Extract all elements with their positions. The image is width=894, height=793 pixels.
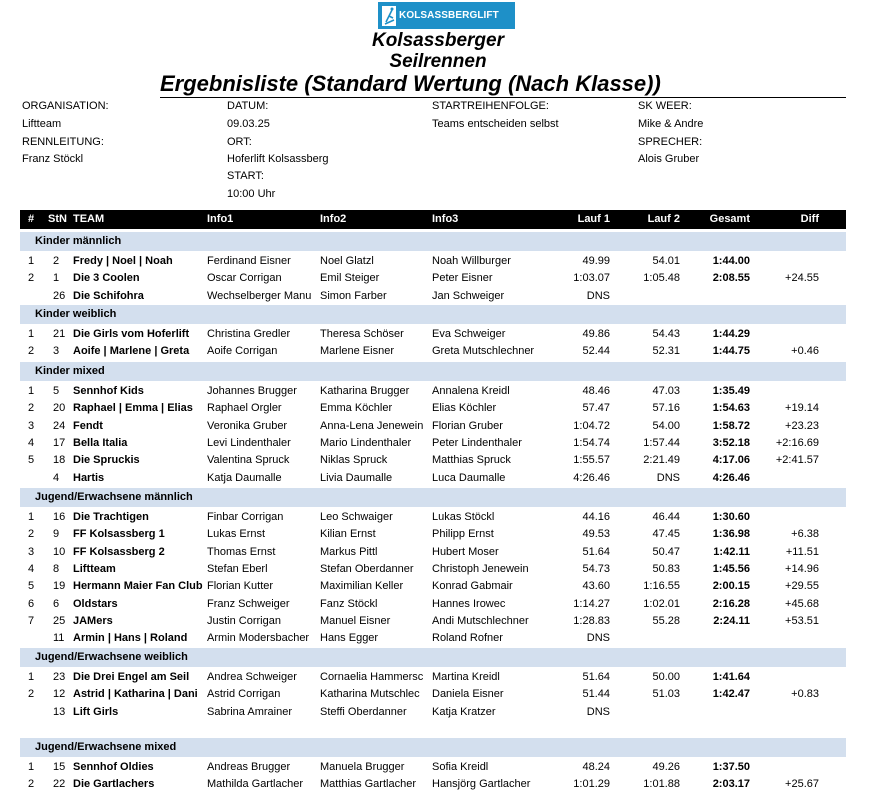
cell-stn: 11 [53, 632, 65, 645]
cell-diff: +24.55 [785, 272, 819, 285]
cell-rank: 2 [28, 272, 35, 285]
cell-lauf2: DNS [656, 471, 680, 484]
logo-text: KOLSASSBERGLIFT [399, 10, 499, 21]
cell-rank: 2 [28, 778, 35, 791]
cell-diff: +11.51 [785, 545, 819, 558]
cell-team: JAMers [73, 614, 113, 627]
table-row [20, 630, 846, 647]
table-row [20, 776, 846, 793]
cell-info1: Florian Kutter [207, 580, 274, 593]
cell-info3: Konrad Gabmair [432, 580, 513, 593]
cell-stn: 9 [53, 528, 60, 541]
cell-lauf1: 51.44 [582, 688, 610, 701]
table-row [20, 470, 846, 487]
rennleitung-label: RENNLEITUNG: [22, 136, 104, 148]
cell-info3: Florian Gruber [432, 419, 503, 432]
cell-team: Bella Italia [73, 436, 128, 449]
cell-stn: 10 [53, 545, 66, 558]
cell-stn: 3 [53, 345, 60, 358]
table-row [20, 578, 846, 595]
cell-diff: +14.96 [785, 562, 819, 575]
cell-info3: Greta Mutschlechner [432, 345, 535, 358]
cell-gesamt: 3:52.18 [712, 436, 750, 449]
table-row [20, 270, 846, 287]
cell-lauf1: 48.46 [582, 385, 610, 397]
cell-info2: Markus Pittl [320, 545, 378, 558]
cell-lauf1: 49.86 [582, 328, 610, 340]
cell-info3: Daniela Eisner [432, 688, 504, 701]
cell-stn: 16 [53, 511, 66, 523]
cell-gesamt: 1:42.11 [713, 545, 750, 558]
kolsassberglift-logo [378, 2, 515, 29]
table-row [20, 418, 846, 435]
sprecher-value: Alois Gruber [638, 153, 700, 165]
table-row [20, 326, 846, 343]
cell-info2: Anna-Lena Jenewein [320, 419, 424, 432]
cell-gesamt: 2:00.15 [712, 580, 750, 593]
cell-info3: Lukas Stöckl [432, 511, 495, 523]
cell-gesamt: 1:35.49 [712, 385, 750, 397]
cell-info3: Hansjörg Gartlacher [432, 778, 531, 791]
cell-lauf2: 1:02.01 [643, 597, 680, 610]
cell-info2: Maximilian Keller [320, 580, 404, 593]
group-header [20, 305, 846, 324]
table-row [20, 526, 846, 543]
cell-gesamt: 2:03.17 [712, 778, 750, 791]
group-name: Jugend/Erwachsene weiblich [35, 651, 188, 663]
table-row [20, 400, 846, 417]
cell-info2: Niklas Spruck [320, 454, 388, 467]
cell-rank: 2 [28, 345, 35, 358]
ort-label: ORT: [227, 136, 252, 148]
cell-lauf1: 1:55.57 [573, 454, 610, 467]
cell-info3: Roland Rofner [432, 632, 503, 645]
cell-diff: +2:16.69 [775, 436, 819, 449]
cell-lauf1: 1:04.72 [573, 419, 610, 432]
cell-stn: 15 [53, 761, 66, 773]
cell-info3: Annalena Kreidl [432, 385, 510, 397]
col-info2: Info2 [320, 213, 347, 225]
col-info3: Info3 [432, 213, 459, 225]
cell-info2: Simon Farber [320, 289, 387, 302]
cell-info2: Noel Glatzl [320, 255, 374, 267]
table-row [20, 343, 846, 360]
table-row [20, 686, 846, 703]
table-row [20, 613, 846, 630]
cell-info2: Katharina Brugger [320, 385, 410, 397]
cell-lauf2: 1:57.44 [643, 436, 680, 449]
cell-stn: 22 [53, 778, 66, 791]
cell-info1: Ferdinand Eisner [207, 255, 291, 267]
cell-gesamt: 2:16.28 [712, 597, 750, 610]
cell-info2: Marlene Eisner [320, 345, 394, 358]
table-row [20, 704, 846, 721]
cell-info2: Manuel Eisner [320, 614, 391, 627]
cell-team: Die Gartlachers [73, 778, 155, 791]
cell-rank: 1 [28, 511, 35, 523]
cell-info1: Katja Daumalle [207, 471, 282, 484]
group-header [20, 738, 846, 757]
cell-lauf2: 54.01 [652, 255, 680, 267]
cell-team: Astrid | Katharina | Dani [73, 688, 198, 701]
cell-info1: Armin Modersbacher [207, 632, 310, 645]
cell-diff: +53.51 [785, 614, 819, 627]
cell-info2: Matthias Gartlacher [320, 778, 416, 791]
cell-gesamt: 2:24.11 [713, 614, 750, 627]
cell-rank: 1 [28, 671, 35, 683]
cell-info3: Eva Schweiger [432, 328, 506, 340]
col-stn: StN [48, 213, 67, 225]
table-row [20, 759, 846, 776]
col-info1: Info1 [207, 213, 234, 225]
cell-diff: +0.83 [791, 688, 819, 701]
cell-team: Raphael | Emma | Elias [73, 402, 193, 415]
cell-info2: Hans Egger [320, 632, 379, 645]
cell-stn: 21 [53, 328, 66, 340]
cell-info2: Stefan Oberdanner [320, 562, 414, 575]
cell-rank: 7 [28, 614, 35, 627]
cell-info2: Mario Lindenthaler [320, 436, 412, 449]
title-divider [160, 97, 846, 98]
cell-lauf2: 51.03 [652, 688, 680, 701]
cell-info2: Theresa Schöser [320, 328, 404, 340]
cell-lauf2: 50.83 [652, 562, 680, 575]
cell-stn: 13 [53, 705, 66, 718]
table-row [20, 383, 846, 400]
cell-gesamt: 1:30.60 [712, 511, 750, 523]
table-row [20, 669, 846, 686]
table-row [20, 435, 846, 452]
cell-info1: Thomas Ernst [207, 545, 276, 558]
table-row [20, 596, 846, 613]
startreihenfolge-value: Teams entscheiden selbst [432, 118, 559, 130]
cell-stn: 19 [53, 580, 66, 593]
cell-info2: Steffi Oberdanner [320, 705, 407, 718]
cell-info2: Livia Daumalle [320, 471, 393, 484]
cell-info3: Peter Lindenthaler [432, 436, 522, 449]
cell-lauf1: 52.44 [582, 345, 610, 358]
cell-rank: 2 [28, 528, 35, 541]
cell-stn: 8 [53, 562, 60, 575]
results-table-header [20, 210, 846, 229]
cell-info3: Hannes Irowec [432, 597, 506, 610]
cell-team: Armin | Hans | Roland [73, 632, 188, 645]
cell-gesamt: 1:44.29 [712, 328, 750, 340]
cell-info1: Finbar Corrigan [207, 511, 284, 523]
cell-team: Die Girls vom Hoferlift [73, 328, 190, 340]
cell-lauf1: 4:26.46 [573, 471, 610, 484]
cell-rank: 5 [28, 580, 35, 593]
cell-info1: Oscar Corrigan [207, 272, 282, 285]
cell-lauf1: 1:14.27 [573, 597, 610, 610]
cell-rank: 4 [28, 436, 35, 449]
table-row [20, 452, 846, 469]
cell-stn: 23 [53, 671, 66, 683]
cell-gesamt: 1:41.64 [712, 671, 750, 683]
col-team: TEAM [73, 213, 105, 225]
cell-gesamt: 4:26.46 [712, 471, 750, 484]
cell-rank: 2 [28, 402, 35, 415]
cell-diff: +2:41.57 [775, 454, 819, 467]
cell-lauf1: 1:01.29 [573, 778, 610, 791]
skier-icon [382, 6, 396, 26]
cell-team: FF Kolsassberg 1 [73, 528, 165, 541]
datum-value: 09.03.25 [227, 118, 270, 130]
cell-info1: Mathilda Gartlacher [207, 778, 303, 791]
cell-gesamt: 1:54.63 [712, 402, 750, 415]
organisation-value: Liftteam [22, 118, 62, 130]
cell-info3: Sofia Kreidl [432, 761, 489, 773]
table-row [20, 509, 846, 526]
group-name: Kinder weiblich [35, 308, 117, 320]
cell-info1: Wechselberger Manu [207, 289, 312, 302]
cell-lauf1: 49.53 [582, 528, 610, 541]
cell-lauf1: DNS [586, 289, 610, 302]
cell-info3: Martina Kreidl [432, 671, 500, 683]
cell-lauf2: 1:01.88 [643, 778, 680, 791]
cell-gesamt: 1:36.98 [712, 528, 750, 541]
cell-rank: 1 [28, 255, 35, 267]
cell-diff: +29.55 [785, 580, 819, 593]
cell-stn: 25 [53, 614, 66, 627]
cell-stn: 12 [53, 688, 66, 701]
cell-rank: 3 [28, 419, 35, 432]
cell-stn: 4 [53, 471, 60, 484]
cell-stn: 18 [53, 454, 66, 467]
group-header [20, 648, 846, 667]
group-name: Jugend/Erwachsene männlich [35, 491, 193, 503]
cell-info3: Peter Eisner [432, 272, 493, 285]
cell-info3: Andi Mutschlechner [432, 614, 529, 627]
cell-rank: 6 [28, 597, 35, 610]
cell-info1: Andrea Schweiger [207, 671, 297, 683]
cell-diff: +0.46 [791, 345, 819, 358]
skweer-label: SK WEER: [638, 100, 692, 112]
cell-rank: 5 [28, 454, 35, 467]
cell-lauf2: 50.00 [652, 671, 680, 683]
cell-lauf1: DNS [586, 705, 610, 718]
cell-diff: +23.23 [785, 419, 819, 432]
cell-gesamt: 1:58.72 [712, 419, 750, 432]
cell-rank: 1 [28, 385, 35, 397]
cell-lauf1: 44.16 [582, 511, 610, 523]
cell-lauf1: 1:28.83 [573, 614, 610, 627]
cell-team: Sennhof Kids [73, 385, 144, 397]
cell-info3: Luca Daumalle [432, 471, 506, 484]
cell-info1: Christina Gredler [207, 328, 291, 340]
cell-info2: Emil Steiger [320, 272, 380, 285]
cell-lauf1: 51.64 [582, 545, 610, 558]
cell-info2: Emma Köchler [320, 402, 393, 415]
cell-info2: Katharina Mutschlec [320, 688, 420, 701]
group-name: Jugend/Erwachsene mixed [35, 741, 177, 753]
table-row [20, 253, 846, 270]
cell-lauf2: 1:05.48 [643, 272, 680, 285]
start-label: START: [227, 170, 264, 182]
table-row [20, 561, 846, 578]
cell-stn: 2 [53, 255, 60, 267]
cell-team: Die 3 Coolen [73, 272, 140, 285]
cell-lauf2: 1:16.55 [643, 580, 680, 593]
cell-info1: Justin Corrigan [207, 614, 281, 627]
cell-info1: Andreas Brugger [207, 761, 291, 773]
cell-info1: Sabrina Amrainer [207, 705, 292, 718]
cell-info1: Raphael Orgler [207, 402, 282, 415]
cell-info3: Matthias Spruck [432, 454, 511, 467]
table-row [20, 288, 846, 305]
cell-info2: Manuela Brugger [320, 761, 405, 773]
col-lauf1: Lauf 1 [577, 213, 610, 225]
cell-info3: Katja Kratzer [432, 705, 496, 718]
cell-team: Oldstars [73, 597, 118, 610]
cell-info2: Kilian Ernst [320, 528, 376, 541]
cell-diff: +25.67 [785, 778, 819, 791]
col-lauf2: Lauf 2 [647, 213, 680, 225]
col-rank: # [28, 213, 35, 225]
cell-info3: Jan Schweiger [432, 289, 505, 302]
startreihenfolge-label: STARTREIHENFOLGE: [432, 100, 549, 112]
event-title-line1: Kolsassberger [371, 30, 504, 51]
cell-lauf2: 49.26 [652, 761, 680, 773]
cell-gesamt: 1:45.56 [712, 562, 750, 575]
cell-stn: 1 [53, 272, 60, 285]
cell-lauf2: 47.03 [652, 385, 680, 397]
group-name: Kinder mixed [35, 365, 105, 377]
cell-team: Liftteam [73, 562, 116, 575]
cell-team: Die Trachtigen [73, 511, 149, 523]
cell-rank: 1 [28, 761, 35, 773]
cell-lauf2: 54.00 [652, 419, 680, 432]
cell-info1: Johannes Brugger [207, 385, 297, 397]
cell-info1: Levi Lindenthaler [207, 436, 291, 449]
cell-gesamt: 4:17.06 [712, 454, 750, 467]
cell-info1: Lukas Ernst [207, 528, 266, 541]
cell-team: Aoife | Marlene | Greta [73, 345, 190, 358]
group-name: Kinder männlich [35, 235, 122, 247]
cell-gesamt: 1:44.75 [712, 345, 750, 358]
group-header [20, 232, 846, 251]
cell-info3: Philipp Ernst [432, 528, 494, 541]
cell-stn: 17 [53, 436, 66, 449]
cell-info2: Fanz Stöckl [320, 597, 378, 610]
cell-lauf2: 57.16 [652, 402, 680, 415]
cell-lauf2: 50.47 [652, 545, 680, 558]
cell-team: Fendt [73, 419, 103, 432]
cell-gesamt: 1:37.50 [712, 761, 750, 773]
cell-lauf1: 43.60 [582, 580, 610, 593]
cell-team: Hermann Maier Fan Club [73, 580, 203, 593]
cell-lauf2: 52.31 [652, 345, 680, 358]
cell-info1: Franz Schweiger [207, 597, 290, 610]
list-title: Ergebnisliste (Standard Wertung (Nach Klasse)) [160, 71, 661, 96]
ort-value: Hoferlift Kolsassberg [227, 153, 329, 165]
table-row [20, 544, 846, 561]
cell-lauf1: DNS [586, 632, 610, 645]
cell-lauf1: 49.99 [582, 255, 610, 267]
cell-rank: 3 [28, 545, 35, 558]
cell-lauf1: 48.24 [582, 761, 610, 773]
cell-team: Die Schifohra [73, 289, 144, 302]
cell-team: FF Kolsassberg 2 [73, 545, 165, 558]
rennleitung-value: Franz Stöckl [22, 153, 84, 165]
cell-info1: Veronika Gruber [207, 419, 288, 432]
cell-lauf2: 55.28 [652, 614, 680, 627]
cell-info3: Hubert Moser [432, 545, 499, 558]
cell-rank: 4 [28, 562, 35, 575]
cell-lauf1: 1:03.07 [573, 272, 610, 285]
cell-info1: Stefan Eberl [207, 562, 268, 575]
cell-gesamt: 1:44.00 [712, 255, 750, 267]
cell-stn: 26 [53, 289, 66, 302]
col-gesamt: Gesamt [709, 213, 750, 225]
cell-lauf2: 46.44 [652, 511, 680, 523]
event-title-line2: Seilrennen [389, 51, 487, 72]
cell-rank: 1 [28, 328, 35, 340]
cell-team: Sennhof Oldies [73, 761, 154, 773]
cell-lauf1: 57.47 [582, 402, 610, 415]
start-value: 10:00 Uhr [227, 188, 276, 200]
cell-diff: +19.14 [785, 402, 819, 415]
cell-team: Fredy | Noel | Noah [73, 255, 173, 267]
cell-info1: Valentina Spruck [207, 454, 290, 467]
cell-gesamt: 1:42.47 [712, 688, 750, 701]
sprecher-label: SPRECHER: [638, 136, 703, 148]
col-diff: Diff [800, 213, 819, 225]
cell-lauf2: 2:21.49 [643, 454, 680, 467]
organisation-label: ORGANISATION: [22, 100, 109, 112]
cell-lauf1: 54.73 [582, 562, 610, 575]
cell-team: Die Spruckis [73, 454, 140, 467]
cell-lauf2: 54.43 [652, 328, 680, 340]
cell-info3: Elias Köchler [432, 402, 497, 415]
cell-lauf1: 1:54.74 [573, 436, 610, 449]
cell-diff: +45.68 [785, 597, 819, 610]
cell-info3: Christoph Jenewein [432, 562, 529, 575]
cell-team: Hartis [73, 471, 105, 484]
cell-info1: Astrid Corrigan [207, 688, 281, 701]
cell-diff: +6.38 [791, 528, 819, 541]
cell-team: Die Drei Engel am Seil [73, 671, 190, 683]
skweer-value: Mike & Andre [638, 118, 704, 130]
cell-lauf2: 47.45 [652, 528, 680, 541]
cell-info1: Aoife Corrigan [207, 345, 278, 358]
cell-lauf1: 51.64 [582, 671, 610, 683]
cell-stn: 5 [53, 385, 60, 397]
cell-info2: Leo Schwaiger [320, 511, 393, 523]
cell-team: Lift Girls [73, 705, 119, 718]
cell-gesamt: 2:08.55 [712, 272, 750, 285]
datum-label: DATUM: [227, 100, 269, 112]
group-header [20, 488, 846, 507]
cell-stn: 6 [53, 597, 60, 610]
cell-stn: 24 [53, 419, 66, 432]
cell-rank: 2 [28, 688, 35, 701]
cell-info3: Noah Willburger [432, 255, 511, 267]
group-header [20, 362, 846, 381]
cell-info2: Cornaelia Hammersc [320, 671, 424, 683]
cell-stn: 20 [53, 402, 66, 415]
